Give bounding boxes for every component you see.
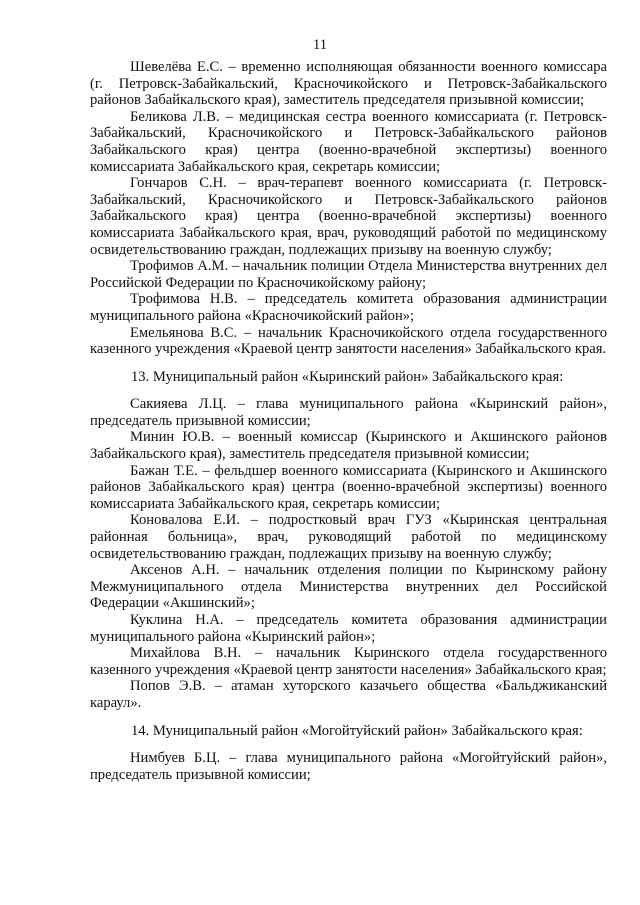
entry-konovalova: Коновалова Е.И. – подростковый врач ГУЗ «Кыринская центральная районная больница», врач, руководящий работой по медицинскому освидетельствованию граждан, подлежащих призыву на военную службу; — [90, 512, 607, 562]
entry-kuklina: Куклина Н.А. – председатель комитета образования администрации муниципального района «Кыринский район»; — [90, 612, 607, 645]
page-number: 11 — [313, 37, 327, 53]
entry-nimbuev: Нимбуев Б.Ц. – глава муниципального района «Могойтуйский район», председатель призывной комиссии; — [90, 750, 607, 783]
entry-mikhaylova: Михайлова В.Н. – начальник Кыринского отдела государственного казенного учреждения «Краевой центр занятости населения» Забайкальского края; — [90, 645, 607, 678]
entry-shevelyova: Шевелёва Е.С. – временно исполняющая обязанности военного комиссара (г. Петровск-Забайкальский, Красночикойского и Петровск-Забайкальского районов Забайкальского края), заместитель председателя призывной комиссии; — [90, 59, 607, 109]
entry-sakiyaeva: Сакияева Л.Ц. – глава муниципального района «Кыринский район», председатель призывной комиссии; — [90, 396, 607, 429]
entry-goncharov: Гончаров С.Н. – врач-терапевт военного комиссариата (г. Петровск-Забайкальский, Красночикойского и Петровск-Забайкальского районов Забайкальского края) центра (военно-врачебной экспертизы) военного комиссариата Забайкальского края, врач, руководящий работой по медицинскому освидетельствованию граждан, подлежащих призыву на военную службу; — [90, 175, 607, 258]
entry-aksenov: Аксенов А.Н. – начальник отделения полиции по Кыринскому району Межмуниципального отдела Министерства внутренних дел Российской Федерации «Акшинский»; — [90, 562, 607, 612]
entry-trofimov: Трофимов А.М. – начальник полиции Отдела Министерства внутренних дел Российской Федерации по Красночикойскому району; — [90, 258, 607, 291]
entry-popov: Попов Э.В. – атаман хуторского казачьего общества «Бальджиканский караул». — [90, 678, 607, 711]
entry-emelyanova: Емельянова В.С. – начальник Красночикойского отдела государственного казенного учреждения «Краевой центр занятости населения» Забайкальского края. — [90, 324, 607, 358]
entry-trofimova: Трофимова Н.В. – председатель комитета образования администрации муниципального района «Красночикойский район»; — [90, 291, 607, 324]
section-heading-14: 14. Муниципальный район «Могойтуйский район» Забайкальского края: — [131, 722, 583, 739]
document-body — [90, 59, 607, 783]
entry-minin: Минин Ю.В. – военный комиссар (Кыринского и Акшинского районов Забайкальского края), заместитель председателя призывной комиссии; — [90, 429, 607, 463]
entry-belikova: Беликова Л.В. – медицинская сестра военного комиссариата (г. Петровск-Забайкальский, Красночикойского и Петровск-Забайкальского районов Забайкальского края) центра (военно-врачебной экспертизы) военного комиссариата Забайкальского края, секретарь комиссии; — [90, 108, 607, 175]
section-heading-13: 13. Муниципальный район «Кыринский район» Забайкальского края: — [131, 368, 564, 385]
entry-bazhan: Бажан Т.Е. – фельдшер военного комиссариата (Кыринского и Акшинского районов Забайкальского края) центра (военно-врачебной экспертизы) военного комиссариата Забайкальского края, секретарь комиссии; — [90, 462, 607, 512]
